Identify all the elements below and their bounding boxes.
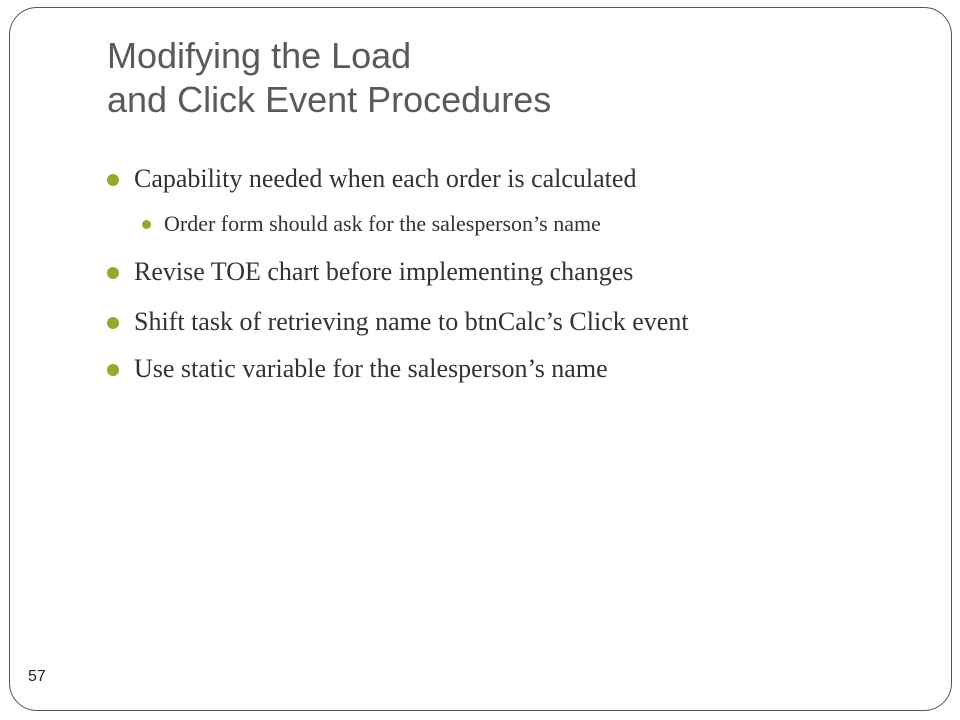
title-line-2: and Click Event Procedures [107, 79, 552, 120]
bullet-text: Capability needed when each order is calculated [134, 164, 637, 193]
bullet-item [134, 163, 636, 195]
bullet-dot-icon [142, 220, 151, 229]
bullet-text: Order form should ask for the salesperson’s name [164, 211, 601, 236]
bullet-item [134, 256, 633, 288]
bullet-text: Shift task of retrieving name to btnCalc’s Click event [134, 307, 689, 336]
bullet-text: Revise TOE chart before implementing changes [134, 257, 634, 286]
slide-number: 57 [28, 668, 46, 685]
bullet-item [134, 306, 689, 338]
title-line-1: Modifying the Load [107, 35, 412, 76]
sub-bullet-item [164, 210, 601, 238]
bullet-dot-icon [107, 267, 119, 279]
bullet-dot-icon [107, 317, 119, 329]
bullet-text: Use static variable for the salesperson’s name [134, 354, 608, 383]
bullet-dot-icon [107, 364, 119, 376]
bullet-dot-icon [107, 174, 119, 186]
bullet-item [134, 353, 608, 385]
